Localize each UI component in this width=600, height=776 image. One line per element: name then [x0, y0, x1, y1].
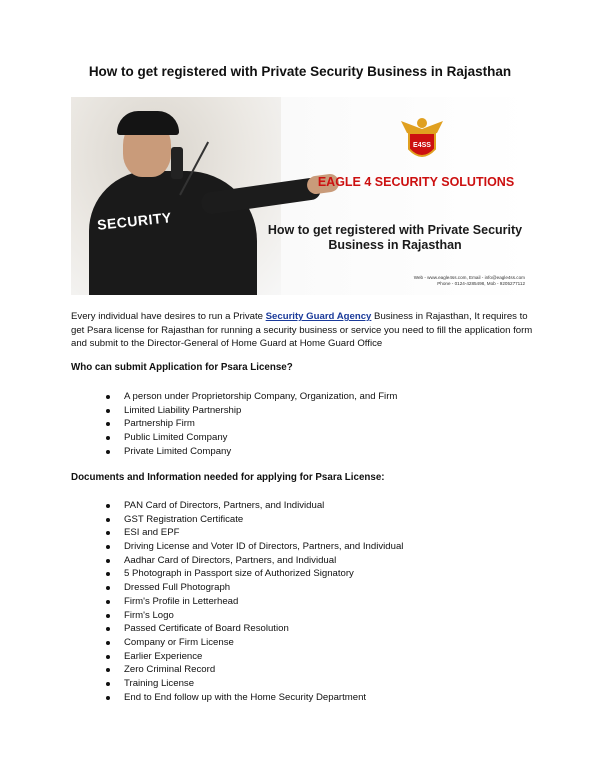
- logo-text: E4SS: [413, 142, 431, 149]
- bullet-icon: [106, 627, 110, 631]
- bullet-icon: [106, 641, 110, 645]
- list-item: GST Registration Certificate: [71, 513, 403, 527]
- list-item: Driving License and Voter ID of Directors, Partners, and Individual: [71, 540, 403, 554]
- bullet-icon: [106, 586, 110, 590]
- list-item: ESI and EPF: [71, 526, 403, 540]
- list-item: Zero Criminal Record: [71, 663, 403, 677]
- bullet-icon: [106, 655, 110, 659]
- security-guard-agency-link[interactable]: Security Guard Agency: [265, 311, 372, 322]
- list-item: Firm's Logo: [71, 609, 403, 623]
- list-item: Passed Certificate of Board Resolution: [71, 622, 403, 636]
- intro-text-after: Business in Rajasthan, It requires to get Psara license for Rajasthan for running a security business or service you need to fill the application form and submit to the Director-General of Home Guard at Home Guard Office: [71, 311, 533, 350]
- banner-image: [71, 97, 530, 295]
- documents-list: [71, 499, 403, 704]
- bullet-icon: [106, 614, 110, 618]
- list-item: Training License: [71, 677, 403, 691]
- contact-web-email: Web - www.eagle4ss.com, Email - info@eagle4ss.com: [413, 275, 525, 280]
- intro-paragraph: [71, 310, 533, 351]
- bullet-icon: [106, 422, 110, 426]
- documents-heading: Documents and Information needed for applying for Psara License:: [71, 472, 385, 483]
- list-item: A person under Proprietorship Company, Organization, and Firm: [71, 390, 397, 404]
- list-item: 5 Photograph in Passport size of Authorized Signatory: [71, 567, 403, 581]
- bullet-icon: [106, 559, 110, 563]
- bullet-icon: [106, 682, 110, 686]
- intro-text-before: Every individual have desires to run a Private: [71, 311, 266, 322]
- bullet-icon: [106, 531, 110, 535]
- list-item: Limited Liability Partnership: [71, 404, 397, 418]
- walkie-talkie-icon: [171, 147, 183, 179]
- list-item: Earlier Experience: [71, 650, 403, 664]
- list-item: Company or Firm License: [71, 636, 403, 650]
- eligibility-heading: Who can submit Application for Psara License?: [71, 362, 293, 373]
- security-jacket-label: SECURITY: [96, 209, 173, 233]
- contact-info: [377, 275, 525, 287]
- bullet-icon: [106, 450, 110, 454]
- list-item: Partnership Firm: [71, 417, 397, 431]
- bullet-icon: [106, 545, 110, 549]
- security-guard-photo: [71, 97, 281, 295]
- company-name: EAGLE 4 SECURITY SOLUTIONS: [317, 175, 515, 189]
- eagle-logo-icon: [397, 111, 447, 165]
- bullet-icon: [106, 409, 110, 413]
- contact-phone: Phone - 0124-4285498, Mob - 9205277112: [437, 281, 525, 286]
- page-title: How to get registered with Private Security Business in Rajasthan: [88, 64, 512, 79]
- list-item: Public Limited Company: [71, 431, 397, 445]
- list-item: PAN Card of Directors, Partners, and Individual: [71, 499, 403, 513]
- list-item: Private Limited Company: [71, 445, 397, 459]
- guard-cap: [117, 111, 179, 135]
- bullet-icon: [106, 696, 110, 700]
- list-item: Firm's Profile in Letterhead: [71, 595, 403, 609]
- bullet-icon: [106, 395, 110, 399]
- bullet-icon: [106, 436, 110, 440]
- bullet-icon: [106, 600, 110, 604]
- bullet-icon: [106, 504, 110, 508]
- list-item: Aadhar Card of Directors, Partners, and Individual: [71, 554, 403, 568]
- eligibility-list: [71, 390, 397, 458]
- list-item: Dressed Full Photograph: [71, 581, 403, 595]
- bullet-icon: [106, 668, 110, 672]
- bullet-icon: [106, 572, 110, 576]
- bullet-icon: [106, 518, 110, 522]
- banner-heading: How to get registered with Private Security Business in Rajasthan: [267, 223, 523, 252]
- list-item: End to End follow up with the Home Security Department: [71, 691, 403, 705]
